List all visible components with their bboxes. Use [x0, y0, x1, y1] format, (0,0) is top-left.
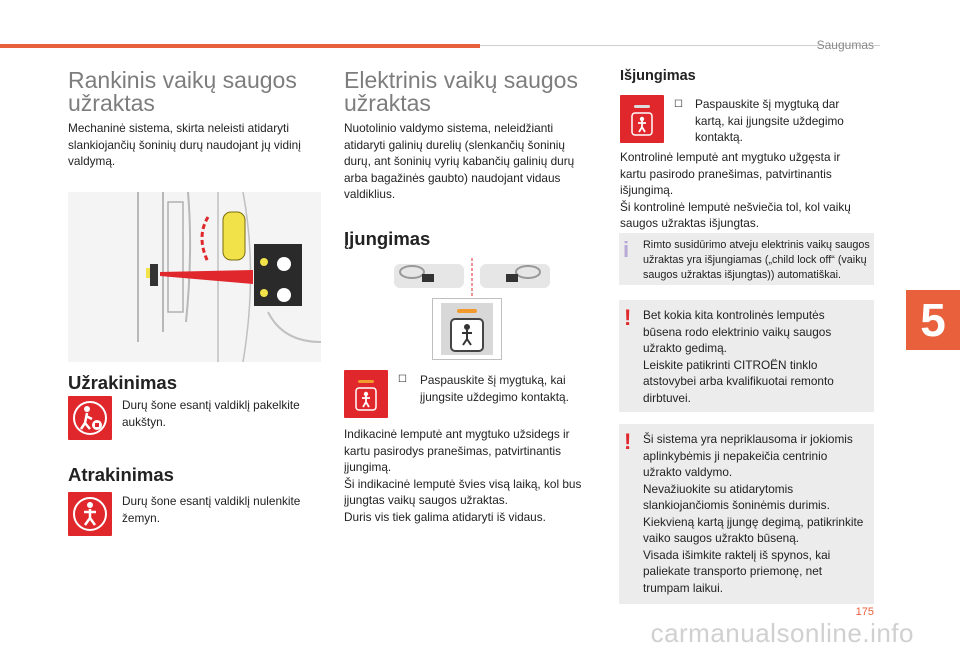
deactivation-bullet: ☐ [674, 99, 683, 110]
child-lock-button-icon [344, 370, 388, 418]
activation-text-line: Duris vis tiek galima atidaryti iš vidaus. [344, 509, 546, 524]
activation-step-line: įjungsite uždegimo kontaktą. [420, 389, 569, 404]
left-title [68, 69, 318, 115]
warning-line: Ši sistema yra nepriklausoma ir jokiomis [643, 432, 853, 446]
middle-intro-line: Nuotolinio valdymo sistema, neleidžianti [344, 121, 554, 135]
activation-text-line: įjungimą. [344, 460, 392, 474]
warning-note-1-text [643, 307, 871, 406]
warning-line: slankiojančiomis šoninėmis durimis. [643, 498, 830, 512]
info-icon: i [623, 237, 630, 262]
warning-line: dirbtuvei. [643, 390, 691, 405]
info-note-line: Rimto susidūrimo atveju elektrinis vaikų saugos [643, 239, 870, 251]
watermark: carmanualsonline.info [650, 618, 914, 648]
activation-text [344, 426, 600, 525]
warning-line: atstovybei arba kvalifikuotai remonto [643, 374, 834, 388]
activation-text-line: kartu pasirodys pranešimas, patvirtinantis [344, 443, 562, 458]
chapter-tab[interactable]: 5 [906, 290, 960, 350]
activation-heading [344, 228, 430, 250]
warning-line: aplinkybėmis ji nepakeičia centrinio [643, 448, 828, 463]
door-lock-illustration [68, 192, 321, 362]
warning-note-1 [619, 300, 874, 412]
warning-note-2-text [643, 431, 873, 596]
deactivation-text-line: Ši kontrolinė lemputė nešviečia tol, kol vaikų [620, 199, 851, 214]
lock-text-line: Durų šone esantį valdiklį pakelkite [122, 398, 300, 412]
section-name: Saugumas [816, 38, 874, 52]
deactivation-text-line: išjungimą. [620, 183, 674, 197]
warning-note-2 [619, 424, 874, 604]
warning-line: paliekate transporto priemonę, net [643, 564, 823, 578]
warning-icon: ! [624, 429, 632, 454]
warning-line: Kiekvieną kartą įjungę degimą, patikrinkite [643, 514, 864, 529]
activation-bullet: ☐ [398, 374, 407, 385]
deactivation-heading [620, 68, 696, 84]
child-lock-button-illustration [432, 298, 502, 360]
activation-step-line: Paspauskite šį mygtuką, kai [420, 373, 566, 387]
deactivation-text [620, 149, 876, 232]
dashboard-illustration [392, 258, 552, 296]
deactivation-heading-text: Išjungimas [620, 68, 696, 84]
deactivation-step-line: kontaktą. [695, 130, 743, 144]
header-accent-bar [0, 44, 480, 48]
middle-title-line2: užraktas [344, 90, 431, 116]
middle-title [344, 69, 594, 115]
warning-line: Nevažiuokite su atidarytomis [643, 481, 794, 496]
unlock-text [122, 493, 322, 526]
warning-line: Bet kokia kita kontrolinės lemputės [643, 308, 825, 322]
activation-text-line: Indikacinė lemputė ant mygtuko užsidegs ir [344, 427, 570, 441]
deactivation-step-line: kartą, kai įjungsite uždegimo [695, 113, 844, 128]
info-note-text [643, 238, 871, 283]
deactivation-step [695, 96, 875, 146]
middle-intro-line: valdiklius. [344, 187, 396, 201]
child-lock-icon [68, 396, 112, 440]
lock-heading [68, 372, 177, 394]
lock-text-line: aukštyn. [122, 414, 166, 429]
deactivation-text-line: Kontrolinė lemputė ant mygtuko užgęsta ir [620, 150, 841, 164]
deactivation-text-line: saugos užraktas išjungtas. [620, 216, 760, 230]
activation-step [420, 372, 600, 405]
left-intro-line: valdymą. [68, 154, 116, 168]
lock-heading-text: Užrakinimas [68, 372, 177, 393]
warning-line: Leiskite patikrinti CITROËN tinklo [643, 357, 818, 372]
middle-intro [344, 120, 594, 203]
info-note-line: užraktas yra išjungiamas („child lock off“ (vaikų [643, 254, 867, 266]
middle-intro-line: arba bagažinės gaubto) naudojant vidaus [344, 170, 561, 185]
info-note-line: saugos užraktas išjungtas)) automatiškai. [643, 269, 842, 281]
unlock-heading [68, 464, 174, 486]
warning-line: Visada išimkite raktelį iš spynos, kai [643, 547, 831, 562]
left-intro [68, 120, 318, 170]
page-number: 175 [855, 606, 874, 618]
child-lock-button-icon [620, 95, 664, 143]
warning-line: trumpam laikui. [643, 580, 723, 595]
deactivation-step-line: Paspauskite šį mygtuką dar [695, 97, 840, 111]
left-intro-line: Mechaninė sistema, skirta neleisti atidaryti [68, 121, 289, 135]
left-intro-line: slankiojančių šoninių durų naudojant jų vidinį [68, 137, 301, 152]
left-title-line2: užraktas [68, 90, 155, 116]
warning-line: užrakto valdymo. [643, 465, 733, 479]
activation-text-line: įjungtas vaikų saugos užraktas. [344, 493, 508, 507]
unlock-text-line: žemyn. [122, 510, 161, 525]
lock-text [122, 397, 322, 430]
warning-line: užrakto gedimą. [643, 341, 727, 355]
warning-line: vaiko saugos užrakto būseną. [643, 531, 800, 545]
warning-line: būsena rodo elektrinio vaikų saugos [643, 324, 832, 339]
left-title-line1: Rankinis vaikų saugos [68, 67, 297, 93]
middle-intro-line: durų, ant šoninių vyrių kabančių galinių durų [344, 154, 575, 168]
deactivation-text-line: kartu pasirodo pranešimas, patvirtinantis [620, 166, 832, 181]
activation-text-line: Ši indikacinė lemputė švies visą laiką, kol bus [344, 476, 582, 491]
warning-icon: ! [624, 305, 632, 330]
activation-heading-text: Įjungimas [344, 228, 431, 249]
unlock-text-line: Durų šone esantį valdiklį nulenkite [122, 494, 301, 508]
middle-intro-line: atidaryti galinių durelių (slenkančių šoninių [344, 137, 565, 152]
info-note [619, 233, 874, 285]
door-lock-drawing [68, 192, 321, 362]
child-unlock-icon [68, 492, 112, 536]
unlock-heading-text: Atrakinimas [68, 464, 174, 485]
middle-title-line1: Elektrinis vaikų saugos [344, 67, 578, 93]
